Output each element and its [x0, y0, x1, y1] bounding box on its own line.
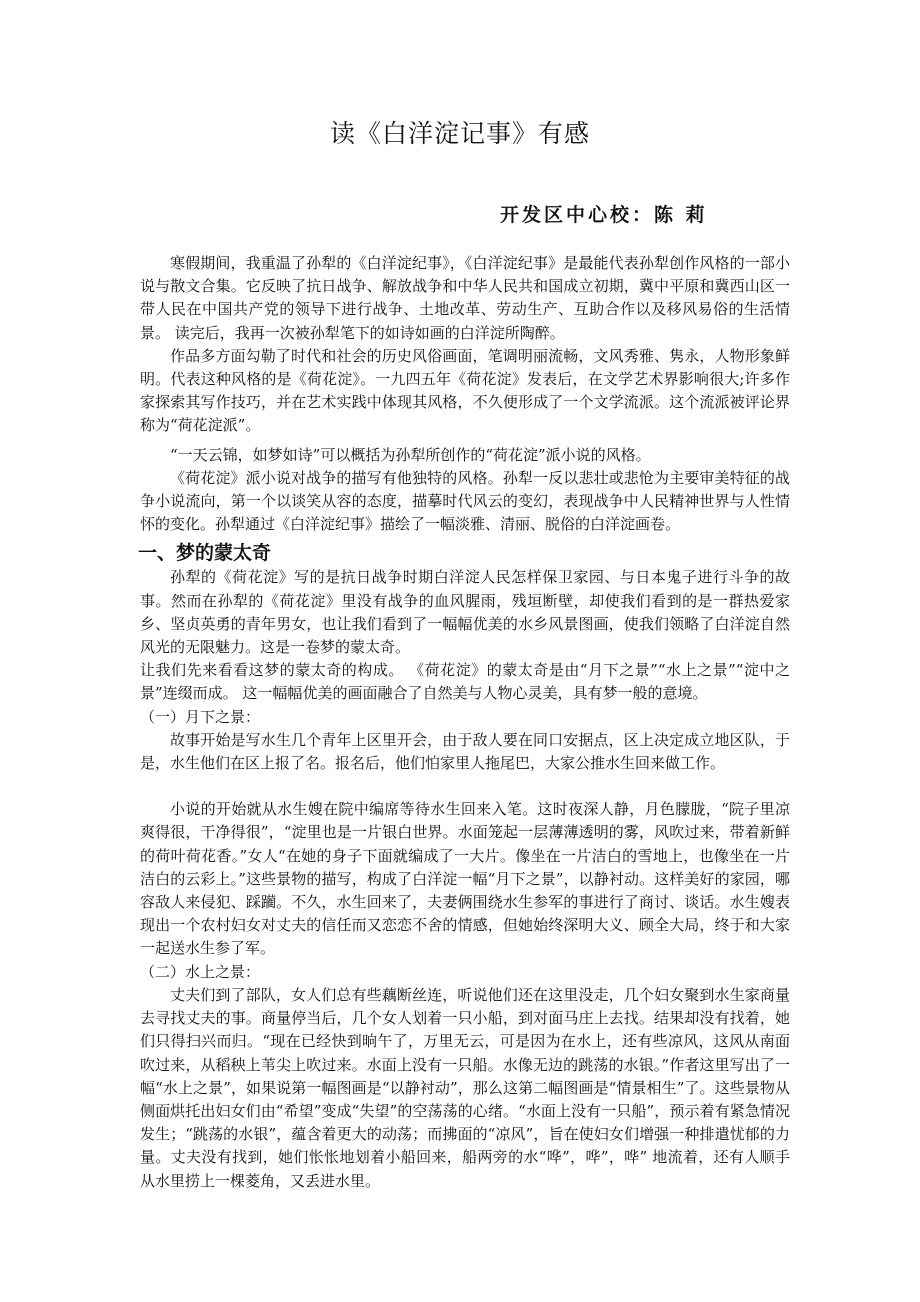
subheading-moon: （一）月下之景：: [140, 707, 261, 726]
subheading-water: （二）水上之景：: [140, 962, 261, 981]
paragraph-moon-scene: 小说的开始就从水生嫂在院中编席等待水生回来入笔。这时夜深人静，月色朦胧，“院子里凉爽得很，干净得很”，“淀里也是一片银白世界。水面笼起一层薄薄透明的雾，风吹过来，带着新鲜的荷叶荷花香。”女人“在她的身子下面就编成了一大片。像坐在一片洁白的雪地上，也像坐在一片洁白的云彩上。”这些景物的描写，构成了白洋淀一幅“月下之景”，以静衬动。这样美好的家园，哪容敌人来侵犯、踩躏。不久，水生回来了，夫妻俩围绕水生参军的事进行了商讨、谈话。水生嫂表现出一个农村妇女对丈夫的信任而又恋恋不舍的情感，但她始终深明大义、顾全大局，终于和大家一起送水生参了军。: [140, 800, 790, 958]
author-line: 开发区中心校：陈 莉: [500, 204, 708, 226]
paragraph-intro: 寒假期间，我重温了孙犁的《白洋淀纪事》，《白洋淀纪事》是最能代表孙犁创作风格的一部小说与散文合集。它反映了抗日战争、解放战争和中华人民共和国成立初期，冀中平原和冀西山区一带人民在中国共产党的领导下进行战争、土地改革、劳动生产、互助合作以及移风易俗的生活情景。 读完后，我再一次被孙犁笔下的如诗如画的白洋淀所陶醉。: [140, 254, 790, 342]
paragraph-quote: “一天云锦，如梦如诗”可以概括为孙犁所创作的“荷花淀”派小说的风格。: [170, 445, 651, 464]
paragraph-school: 《荷花淀》派小说对战争的描写有他独特的风格。孙犁一反以悲壮或悲怆为主要审美特征的战争小说流向，第一个以谈笑从容的态度，描摹时代风云的变幻，表现战争中人民精神世界与人性情怀的变化。孙犁通过《白洋淀纪事》描绘了一幅淡雅、清丽、脱俗的白洋淀画卷。: [140, 468, 790, 534]
paragraph-water-scene: 丈夫们到了部队，女人们总有些藕断丝连，听说他们还在这里没走，几个妇女聚到水生家商量去寻找丈夫的事。商量停当后，几个女人划着一只小船，到对面马庄上去找。结果却没有找着，她们只得扫兴而归。“现在已经快到晌午了，万里无云，可是因为在水上，还有些凉风，这风从南面吹过来，从稻秧上苇尖上吹过来。水面上没有一只船。水像无边的跳荡的水银。”作者这里写出了一幅“水上之景”，如果说第一幅图画是“以静衬动”，那么这第二幅图画是“情景相生”了。这些景物从侧面烘托出妇女们由“希望”变成“失望”的空荡荡的心绪。“水面上没有一只船”，预示着有紧急情况发生；“跳荡的水银”，蕴含着更大的动荡；而拂面的“凉风”，旨在使妇女们增强一种排遣忧郁的力量。丈夫没有找到，她们怅怅地划着小船回来，船两旁的水“哗”，哗”，哗” 地流着，还有人顺手从水里捞上一棵菱角，又丢进水里。: [140, 985, 790, 1190]
document-body: [140, 252, 790, 1193]
document-title: 读《白洋淀记事》有感: [329, 119, 590, 148]
paragraph-story-start: 故事开始是写水生几个青年上区里开会，由于敌人要在同口安据点，区上决定成立地区队，于是，水生他们在区上报了名。报名后，他们怕家里人拖尾巴，大家公推水生回来做工作。: [140, 730, 790, 773]
paragraph-montage: 孙犁的《荷花淀》写的是抗日战争时期白洋淀人民怎样保卫家园、与日本鬼子进行斗争的故事。然而在孙犁的《荷花淀》里没有战争的血风腥雨，残垣断壁，却使我们看到的是一群热爱家乡、坚贞英勇的青年男女，也让我们看到了一幅幅优美的水乡风景图画，使我们领略了白洋淀自然风光的无限魅力。这是一卷梦的蒙太奇。: [140, 568, 790, 657]
paragraph-composition: 让我们先来看看这梦的蒙太奇的构成。 《荷花淀》的蒙太奇是由“月下之景”“水上之景”“淀中之景”连缀而成。 这一幅幅优美的画面融合了自然美与人物心灵美，具有梦一般的意境。: [140, 661, 790, 703]
section-heading: 一、梦的蒙太奇: [138, 542, 272, 565]
paragraph-style: 作品多方面勾勒了时代和社会的历史风俗画面，笔调明丽流畅，文风秀雅、隽永，人物形象鲜明。代表这种风格的是《荷花淀》。一九四五年《荷花淀》发表后，在文学艺术界影响很大;许多作家探索其写作技巧，并在艺术实践中体现其风格，不久便形成了一个文学流派。这个流派被评论界称为“荷花淀派”。: [140, 346, 790, 435]
